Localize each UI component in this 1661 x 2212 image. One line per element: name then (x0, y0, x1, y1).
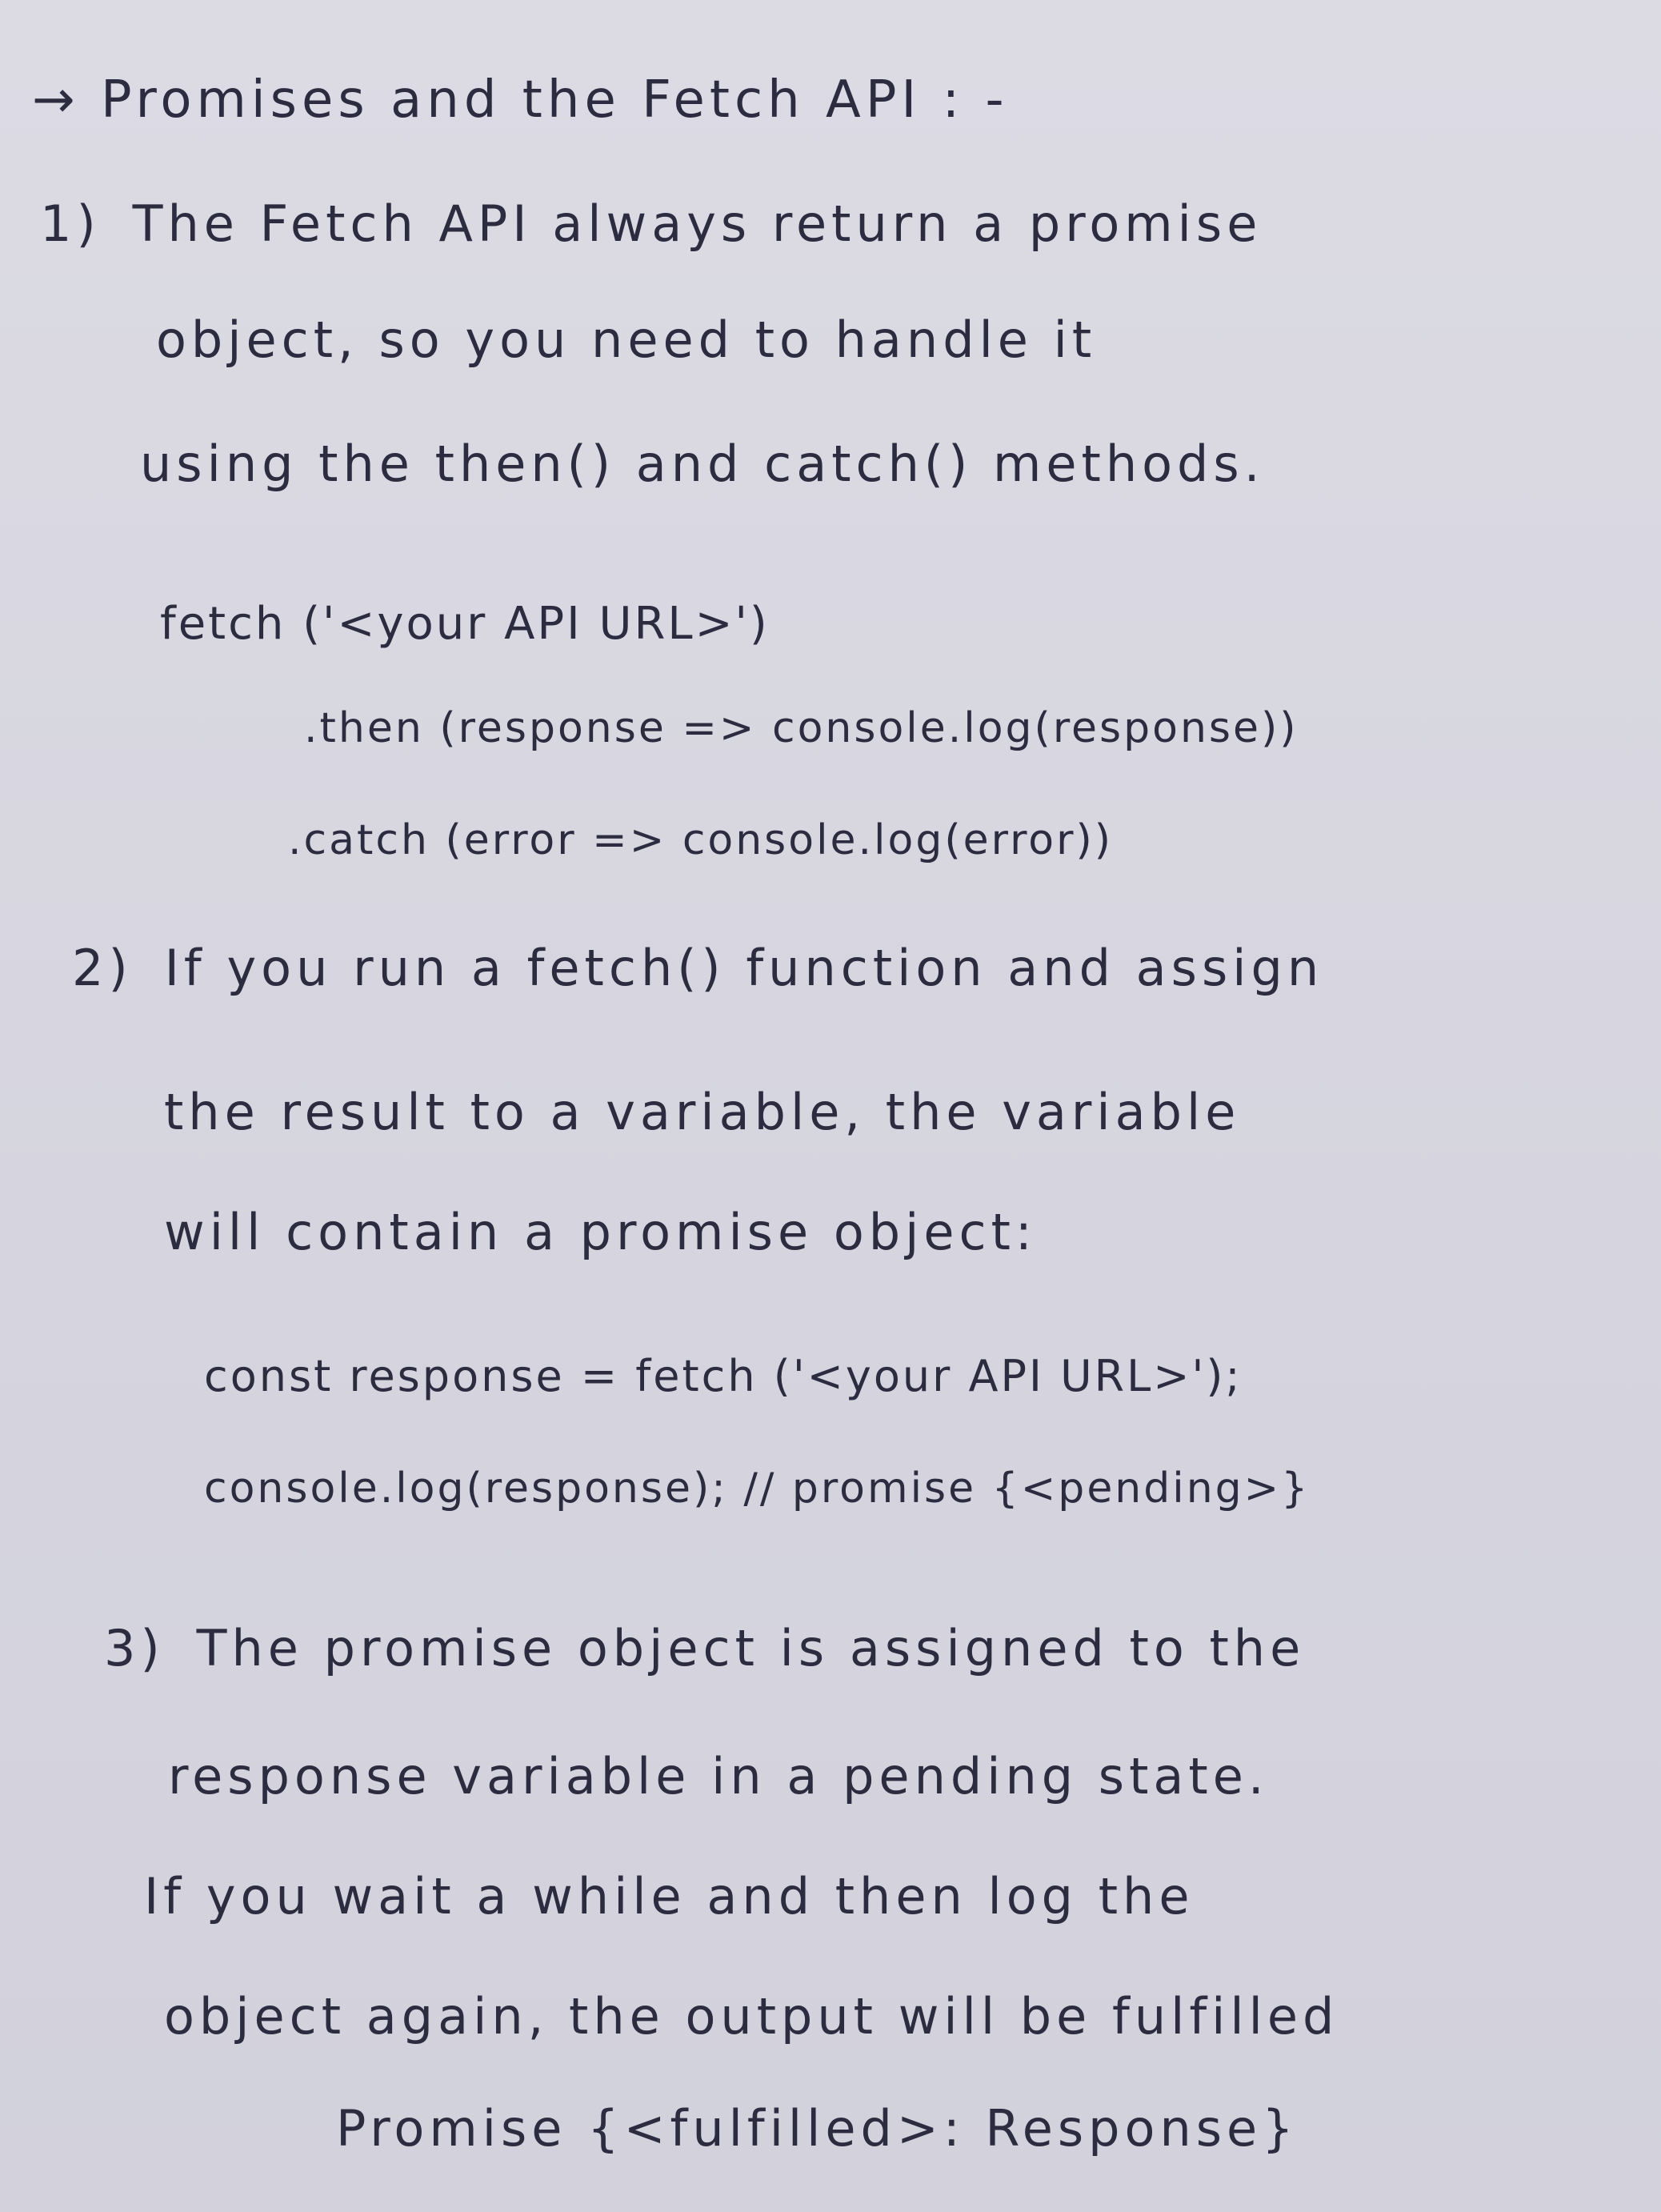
code-2-line-2: console.log(response); // promise {<pending>} (204, 1465, 1311, 1513)
point-1-line-3: using the then() and catch() methods. (140, 435, 1265, 493)
point-3-line-4: object again, the output will be fulfilled (164, 1987, 1339, 2046)
point-1-line-1: 1) The Fetch API always return a promise (40, 192, 1262, 256)
point-1-line-2: object, so you need to handle it (156, 311, 1097, 369)
code-2-line-1: const response = fetch ('<your API URL>'); (204, 1351, 1243, 1401)
point-3-number: 3) (104, 1619, 165, 1677)
point-3-line-2: response variable in a pending state. (168, 1747, 1269, 1805)
code-1-line-1: fetch ('<your API URL>') (160, 598, 770, 650)
point-3-line-3: If you wait a while and then log the (144, 1867, 1195, 1925)
point-2-line-2: the result to a variable, the variable (164, 1083, 1241, 1141)
point-2-line-1: 2) If you run a fetch() function and assign (72, 936, 1323, 1000)
point-2-number: 2) (72, 939, 133, 997)
point-1-number: 1) (40, 194, 101, 253)
point-3-line-5: Promise {<fulfilled>: Response} (336, 2099, 1299, 2158)
point-3-line-1: 3) The promise object is assigned to the (104, 1617, 1305, 1681)
code-1-line-3: .catch (error => console.log(error)) (288, 816, 1114, 864)
note-title: → Promises and the Fetch API : - (32, 70, 1009, 130)
code-1-line-2: .then (response => console.log(response)) (304, 704, 1299, 752)
point-2-line-3: will contain a promise object: (164, 1203, 1037, 1261)
